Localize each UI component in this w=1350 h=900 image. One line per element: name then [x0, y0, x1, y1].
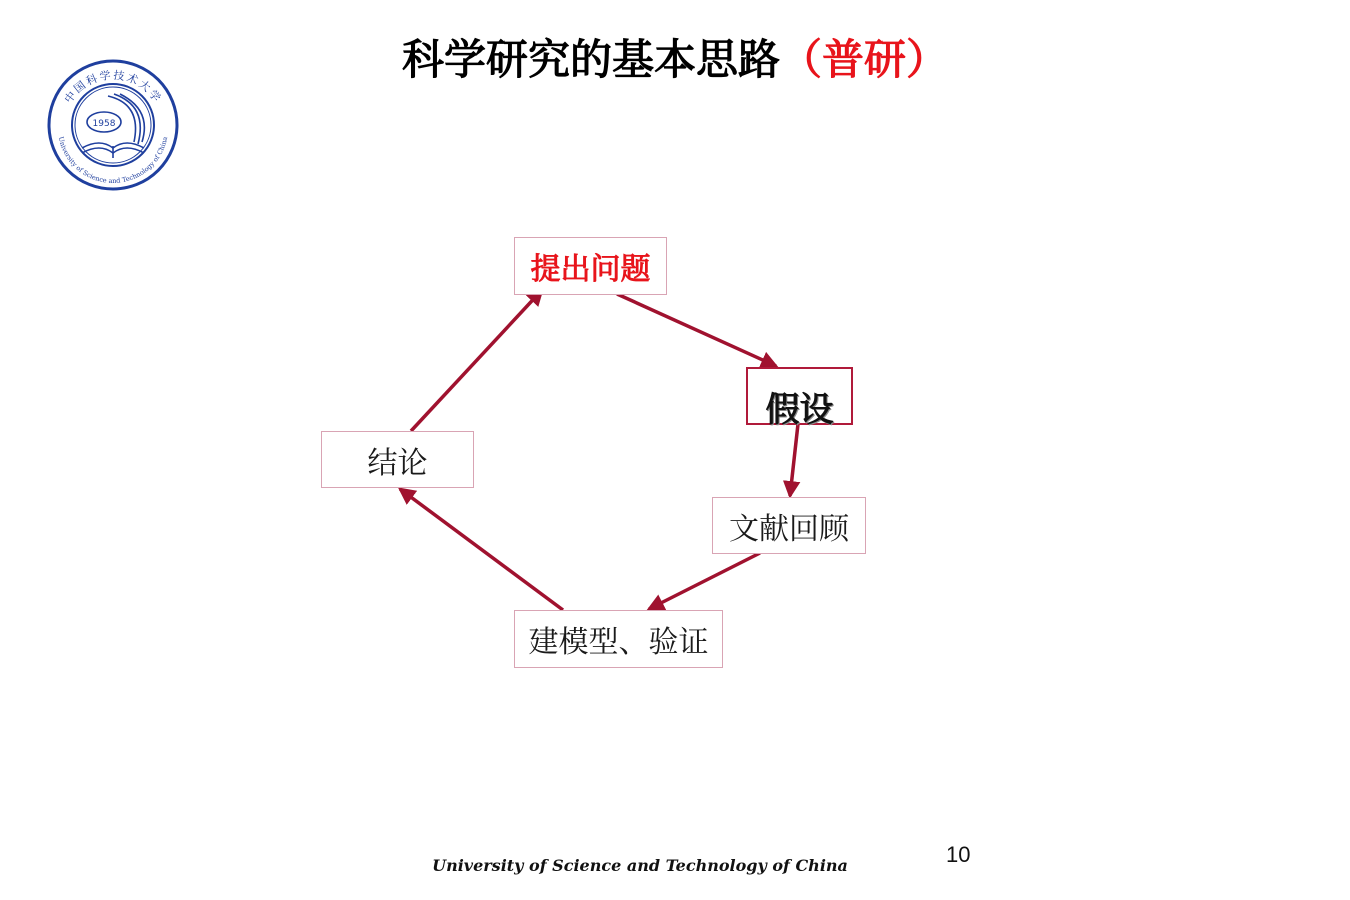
node-hypothesis-label: 假设	[765, 389, 834, 430]
node-conclusion	[321, 431, 474, 488]
node-question	[514, 237, 667, 295]
arrow-literature-to-model	[649, 553, 760, 609]
logo-name-cn: 中国科学技术大学	[61, 68, 165, 106]
footer-university-name: University of Science and Technology of China	[432, 856, 848, 875]
title-accent: （普研）	[780, 35, 949, 84]
logo-name-en: University of Science and Technology of China	[56, 135, 170, 186]
arrow-conclusion-to-question	[411, 290, 542, 431]
arrow-question-to-hypothesis	[617, 294, 776, 366]
node-question-label: 提出问题	[530, 252, 651, 287]
logo-year: 1958	[92, 119, 116, 129]
node-model-label: 建模型、验证	[528, 625, 709, 660]
node-conclusion-label: 结论	[367, 445, 428, 481]
arrow-model-to-conclusion	[400, 489, 563, 610]
node-literature-label: 文献回顾	[729, 511, 849, 547]
arrow-hypothesis-to-literature	[790, 424, 798, 496]
title-main: 科学研究的基本思路	[401, 35, 780, 84]
node-literature	[712, 497, 866, 554]
node-hypothesis	[746, 367, 853, 430]
page-number: 10	[946, 842, 971, 867]
node-model	[514, 610, 723, 668]
